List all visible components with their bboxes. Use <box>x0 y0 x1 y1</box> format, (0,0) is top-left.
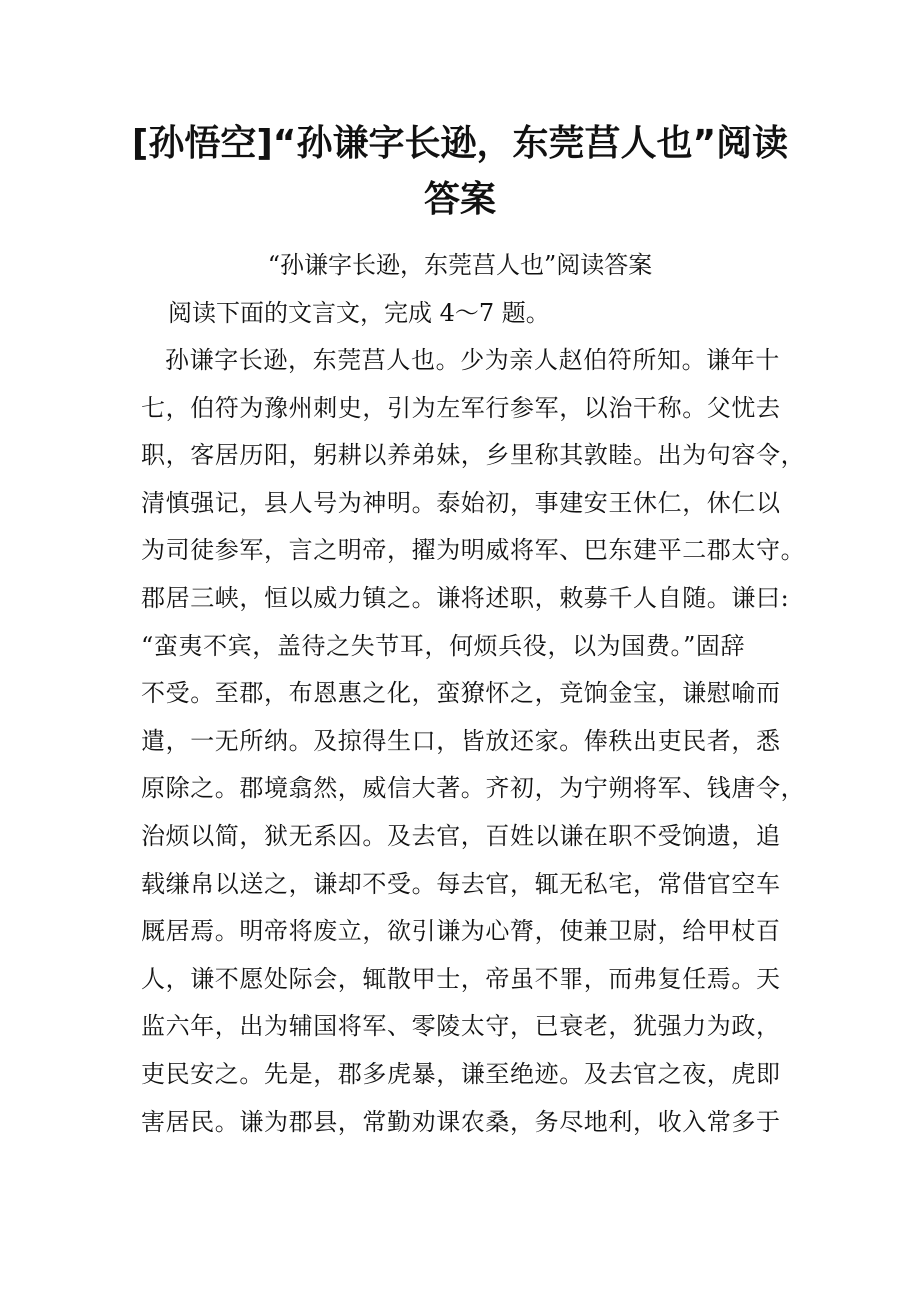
document-title-line-2: 答案 <box>423 179 496 220</box>
passage-line: 载缣帛以送之，谦却不受。每去官，辄无私宅，常借官空车 <box>141 869 781 898</box>
document-subtitle: “孙谦字长逊，东莞莒人也”阅读答案 <box>267 251 653 279</box>
passage-line: 治烦以简，狱无系囚。及去官，百姓以谦在职不受饷遗，追 <box>141 821 781 850</box>
passage-line: 害居民。谦为郡县，常勤劝课农桑，务尽地利，收入常多于 <box>141 1107 781 1136</box>
passage-line: 人，谦不愿处际会，辄散甲士，帝虽不罪，而弗复任焉。天 <box>141 964 781 993</box>
passage-line: 监六年，出为辅国将军、零陵太守，已衰老，犹强力为政， <box>141 1012 781 1041</box>
reading-instruction: 阅读下面的文言文，完成 4～7 题。 <box>168 299 550 327</box>
passage-line: 为司徒参军，言之明帝，擢为明威将军、巴东建平二郡太守。 <box>141 536 806 565</box>
passage-line: 七，伯符为豫州刺史，引为左军行参军，以治干称。父忧去 <box>141 393 781 422</box>
passage-line: 厩居焉。明帝将废立，欲引谦为心膂，使兼卫尉，给甲杖百 <box>141 917 781 946</box>
classical-text-passage <box>141 337 806 1146</box>
passage-line: 清慎强记，县人号为神明。泰始初，事建安王休仁，休仁以 <box>141 488 781 517</box>
passage-line: 职，客居历阳，躬耕以养弟妹，乡里称其敦睦。出为句容令， <box>141 441 806 470</box>
passage-line: 遣，一无所纳。及掠得生口，皆放还家。俸秩出吏民者，悉 <box>141 726 781 755</box>
passage-line: 吏民安之。先是，郡多虎暴，谦至绝迹。及去官之夜，虎即 <box>141 1059 781 1088</box>
passage-line: 原除之。郡境翕然，威信大著。齐初，为宁朔将军、钱唐令， <box>141 774 806 803</box>
passage-line: 郡居三峡，恒以威力镇之。谦将述职，敕募千人自随。谦曰: <box>141 583 790 612</box>
passage-line: 不受。至郡，布恩惠之化，蛮獠怀之，竞饷金宝，谦慰喻而 <box>141 679 781 708</box>
document-title-line-1: [孙悟空]“孙谦字长逊，东莞莒人也”阅读 <box>131 123 789 164</box>
passage-line: “蛮夷不宾，盖待之失节耳，何烦兵役，以为国费。”固辞 <box>141 631 746 660</box>
passage-line: 孙谦字长逊，东莞莒人也。少为亲人赵伯符所知。谦年十 <box>165 346 780 374</box>
